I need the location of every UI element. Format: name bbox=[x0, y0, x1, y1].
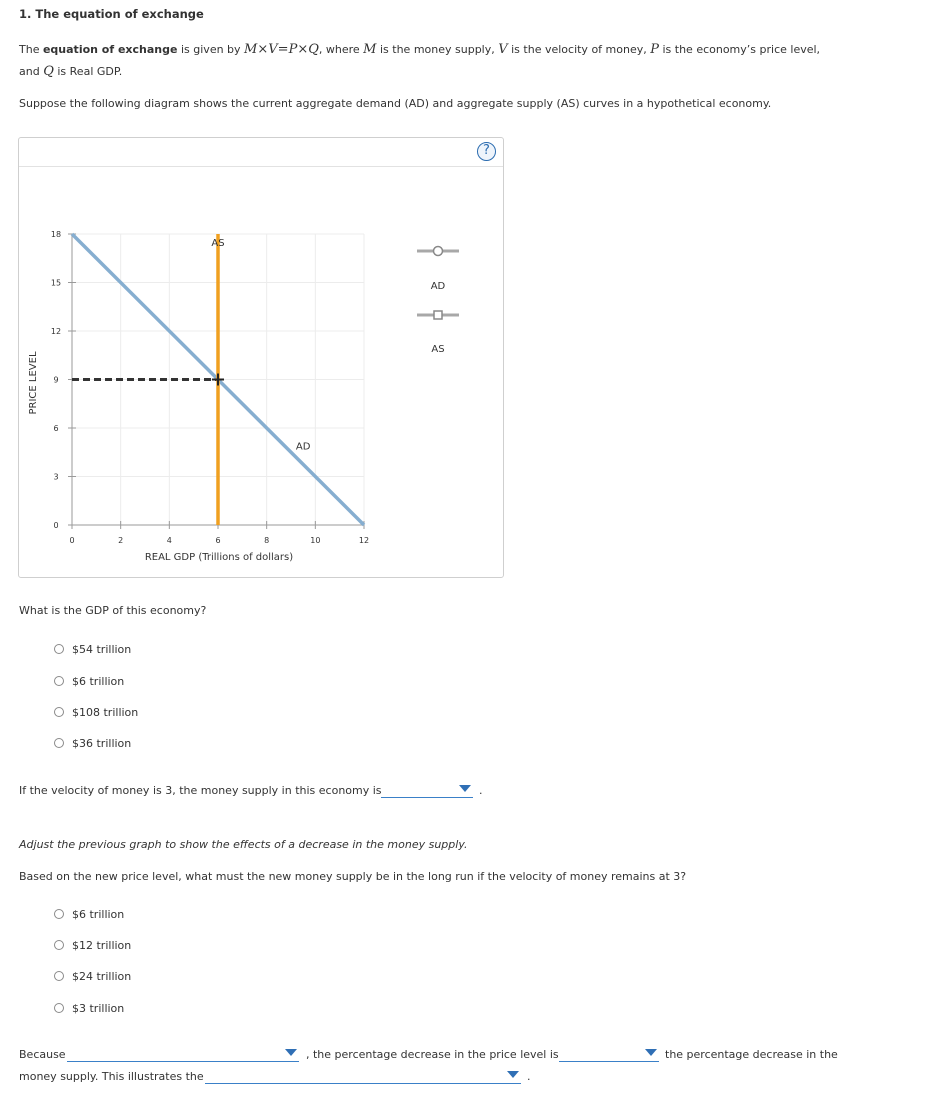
chevron-down-icon bbox=[507, 1071, 519, 1078]
x-axis-label: REAL GDP (Trillions of dollars) bbox=[144, 552, 294, 563]
intro-term: equation of exchange bbox=[42, 43, 178, 56]
intro-line2-prefix: and bbox=[19, 65, 44, 78]
desc-m: M bbox=[363, 42, 377, 57]
q3-option-2[interactable] bbox=[54, 969, 131, 983]
as-curve-label: AS bbox=[211, 238, 225, 249]
y-axis-label: PRICE LEVEL bbox=[28, 351, 39, 415]
radio-button[interactable] bbox=[54, 644, 64, 654]
q1-option-label: $36 trillion bbox=[72, 736, 132, 750]
radio-button[interactable] bbox=[54, 1003, 64, 1013]
q3-option-label: $6 trillion bbox=[72, 907, 125, 921]
q3-option-1[interactable] bbox=[54, 938, 131, 952]
x-tick-label: 4 bbox=[166, 536, 172, 545]
x-tick-label: 2 bbox=[118, 536, 124, 545]
eq-q: Q bbox=[308, 42, 319, 57]
y-tick-label: 0 bbox=[53, 521, 59, 530]
legend-ad-label: AD bbox=[430, 281, 446, 292]
y-tick-label: 9 bbox=[53, 375, 59, 385]
radio-button[interactable] bbox=[54, 940, 64, 950]
intro-m-desc: is the money supply, bbox=[376, 43, 499, 56]
chevron-down-icon bbox=[645, 1049, 657, 1056]
eq-p: P bbox=[288, 42, 298, 57]
chevron-down-icon bbox=[459, 785, 471, 792]
eq-m: M bbox=[244, 42, 258, 57]
y-tick-label: 18 bbox=[50, 230, 62, 239]
q3-instruction: Adjust the previous graph to show the effects of a decrease in the money supply. bbox=[19, 838, 468, 851]
q4-because: Because bbox=[19, 1048, 66, 1061]
radio-button[interactable] bbox=[54, 738, 64, 748]
intro-prefix: The bbox=[19, 43, 43, 56]
legend-as-label: AS bbox=[431, 344, 445, 355]
q1-option-0[interactable] bbox=[54, 642, 131, 656]
q3-option-0[interactable] bbox=[54, 907, 124, 921]
comparison-dropdown[interactable] bbox=[559, 1045, 659, 1062]
eq-times-2: × bbox=[297, 42, 309, 57]
question-title: 1. The equation of exchange bbox=[19, 7, 204, 21]
intro-v-desc: is the velocity of money, bbox=[507, 43, 651, 56]
because-dropdown[interactable] bbox=[67, 1045, 299, 1062]
x-tick-label: 10 bbox=[310, 536, 321, 545]
desc-p: P bbox=[650, 42, 659, 57]
illustrates-dropdown[interactable] bbox=[205, 1067, 521, 1084]
legend-ad-tool[interactable] bbox=[417, 247, 459, 256]
intro-after-eq: , where bbox=[318, 43, 364, 56]
q4-end1: the percentage decrease in the bbox=[665, 1048, 838, 1061]
q1-option-label: $54 trillion bbox=[72, 642, 132, 656]
intro-q-desc: is Real GDP. bbox=[53, 65, 123, 78]
y-tick-label: 6 bbox=[53, 424, 59, 433]
radio-button[interactable] bbox=[54, 707, 64, 717]
q4-end2: . bbox=[527, 1070, 531, 1083]
ticks bbox=[51, 230, 369, 545]
q1-option-3[interactable] bbox=[54, 736, 131, 750]
q3-prompt: Based on the new price level, what must the new money supply be in the long run if the velocity of money remains at 3? bbox=[19, 870, 687, 883]
y-tick-label: 3 bbox=[53, 472, 59, 482]
help-icon[interactable]: ? bbox=[477, 142, 496, 161]
q4-middle: , the percentage decrease in the price level is bbox=[306, 1048, 559, 1061]
radio-button[interactable] bbox=[54, 971, 64, 981]
desc-v: V bbox=[498, 42, 508, 57]
eq-equals: = bbox=[277, 42, 289, 57]
legend-as-tool[interactable] bbox=[417, 311, 459, 319]
desc-q: Q bbox=[43, 64, 54, 79]
y-tick-label: 15 bbox=[50, 278, 62, 288]
ad-curve-label: AD bbox=[295, 441, 311, 453]
x-tick-label: 6 bbox=[215, 536, 221, 545]
y-tick-label: 12 bbox=[50, 327, 62, 336]
setup-text: Suppose the following diagram shows the current aggregate demand (AD) and aggregate supply (AS) curves in a hypothetical economy. bbox=[19, 97, 772, 110]
q1-option-1[interactable] bbox=[54, 674, 124, 688]
q3-option-label: $12 trillion bbox=[72, 938, 132, 952]
q1-option-label: $6 trillion bbox=[72, 674, 125, 688]
circle-marker-icon bbox=[434, 247, 443, 256]
q1-option-2[interactable] bbox=[54, 705, 138, 719]
q1-prompt: What is the GDP of this economy? bbox=[19, 604, 207, 617]
legend bbox=[417, 247, 459, 356]
intro-middle: is given by bbox=[177, 43, 245, 56]
radio-button[interactable] bbox=[54, 909, 64, 919]
chevron-down-icon bbox=[285, 1049, 297, 1056]
q4-line2: money supply. This illustrates the bbox=[19, 1070, 204, 1083]
intro-p-desc: is the economy’s price level, bbox=[658, 43, 821, 56]
q3-option-label: $24 trillion bbox=[72, 969, 132, 983]
radio-button[interactable] bbox=[54, 676, 64, 686]
x-tick-label: 8 bbox=[264, 536, 270, 545]
q3-option-label: $3 trillion bbox=[72, 1001, 125, 1015]
square-marker-icon bbox=[434, 311, 442, 319]
q2-prompt: If the velocity of money is 3, the money supply in this economy is bbox=[19, 784, 382, 797]
eq-v: V bbox=[268, 42, 278, 57]
q3-option-3[interactable] bbox=[54, 1001, 124, 1015]
q1-option-label: $108 trillion bbox=[72, 705, 139, 719]
x-tick-label: 12 bbox=[358, 536, 370, 545]
q2-end: . bbox=[479, 784, 483, 797]
eq-times-1: × bbox=[257, 42, 269, 57]
money-supply-dropdown[interactable] bbox=[381, 781, 473, 798]
x-tick-label: 0 bbox=[69, 536, 75, 545]
